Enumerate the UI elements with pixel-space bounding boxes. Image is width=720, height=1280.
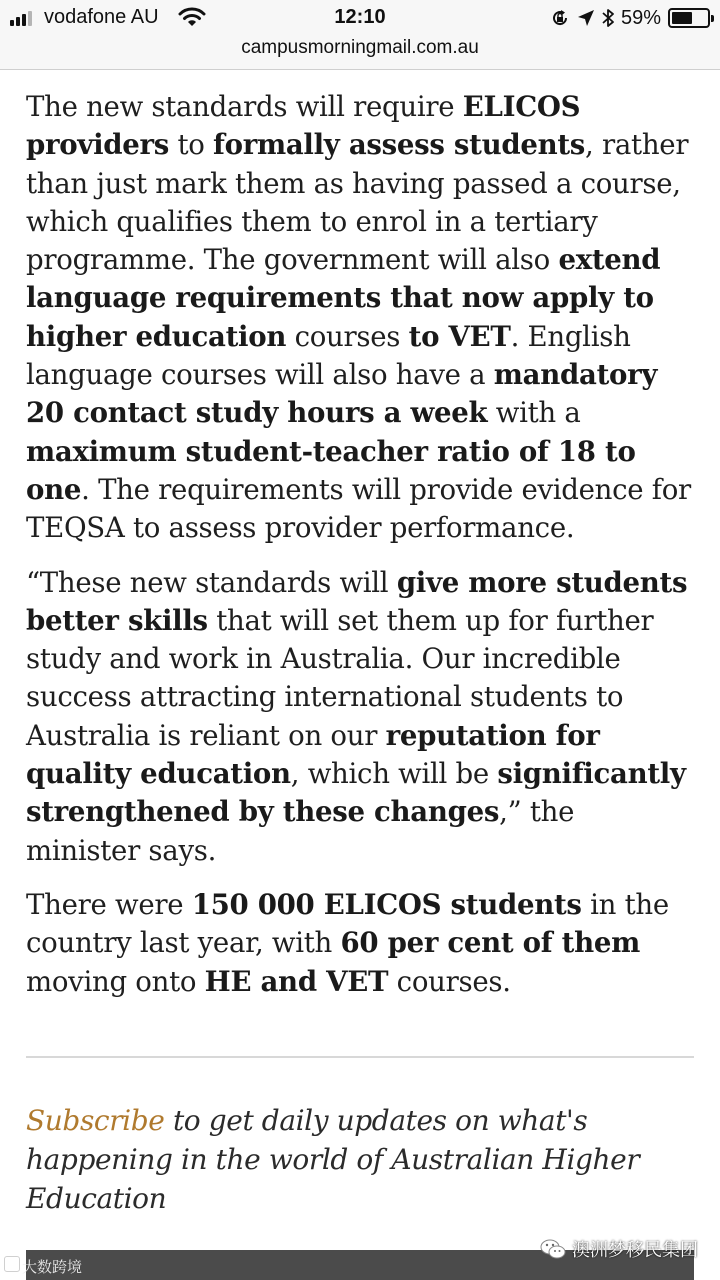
- watermark-right: [540, 1236, 698, 1262]
- wechat-icon: [540, 1238, 566, 1260]
- emphasis-text: ELICOS providers: [26, 90, 581, 162]
- body-text: There were: [26, 887, 192, 921]
- watermark-right-text: 澳洲梦移民集团: [572, 1240, 698, 1261]
- body-text: “These new standards will: [26, 565, 397, 599]
- watermark-left: 大数跨境: [22, 1258, 83, 1276]
- battery-icon: [668, 8, 710, 28]
- battery-fill: [672, 12, 692, 24]
- emphasis-text: maximum student-teacher ratio of 18 to one: [26, 434, 636, 506]
- article-paragraph: [26, 886, 696, 1001]
- body-text: , which will be: [290, 757, 498, 791]
- subscribe-link[interactable]: Subscribe: [26, 1104, 165, 1137]
- article-body: [26, 88, 696, 1017]
- body-text: with a: [487, 396, 581, 430]
- divider: [26, 1056, 694, 1058]
- watermark-badge-icon: [4, 1256, 20, 1272]
- status-bar: [0, 0, 720, 34]
- emphasis-text: HE and VET: [204, 964, 389, 998]
- emphasis-text: extend language requirements that now apply to higher education: [26, 243, 661, 353]
- body-text: moving onto: [26, 964, 205, 998]
- url-text: campusmorningmail.com.au: [241, 37, 479, 58]
- body-text: courses.: [388, 964, 511, 998]
- body-text: ,” the minister says.: [26, 795, 575, 867]
- emphasis-text: reputation for quality education: [26, 718, 600, 791]
- article-paragraph: [26, 564, 696, 870]
- emphasis-text: 60 per cent of them: [340, 926, 641, 960]
- body-text: . English language courses will also have a: [26, 319, 631, 392]
- emphasis-text: 150 000 ELICOS students: [191, 887, 582, 921]
- body-text: to: [168, 128, 214, 162]
- carrier-name: vodafone AU: [44, 6, 159, 28]
- emphasis-text: to VET: [408, 319, 511, 353]
- body-text: The new standards will require: [26, 90, 463, 123]
- rotation-lock-icon: [550, 8, 570, 28]
- body-text: in the country last year, with: [26, 887, 669, 960]
- location-icon: [577, 9, 595, 27]
- emphasis-text: formally assess students: [213, 128, 586, 162]
- subscribe-description: to get daily updates on what's happening in the world of Australian Higher Education: [26, 1104, 640, 1215]
- body-text: courses: [286, 319, 409, 353]
- emphasis-text: significantly strengthened by these changes: [26, 757, 686, 829]
- body-text: . The requirements will provide evidence for TEQSA to assess provider performance.: [26, 472, 691, 545]
- subscribe-prompt: [26, 1101, 706, 1218]
- bluetooth-icon: [602, 8, 614, 28]
- url-bar[interactable]: [0, 34, 720, 70]
- body-text: , rather than just mark them as having passed a course, which qualifies them to enrol in a tertiary programme. The government will also: [26, 128, 689, 277]
- emphasis-text: give more students better skills: [26, 565, 688, 637]
- emphasis-text: mandatory 20 contact study hours a week: [26, 358, 658, 430]
- battery-percent: 59%: [620, 6, 661, 29]
- body-text: that will set them up for further study and work in Australia. Our incredible success attracting international students to Australia is reliant on our: [26, 603, 654, 752]
- clock: 12:10: [334, 6, 386, 28]
- article-paragraph: [26, 88, 696, 548]
